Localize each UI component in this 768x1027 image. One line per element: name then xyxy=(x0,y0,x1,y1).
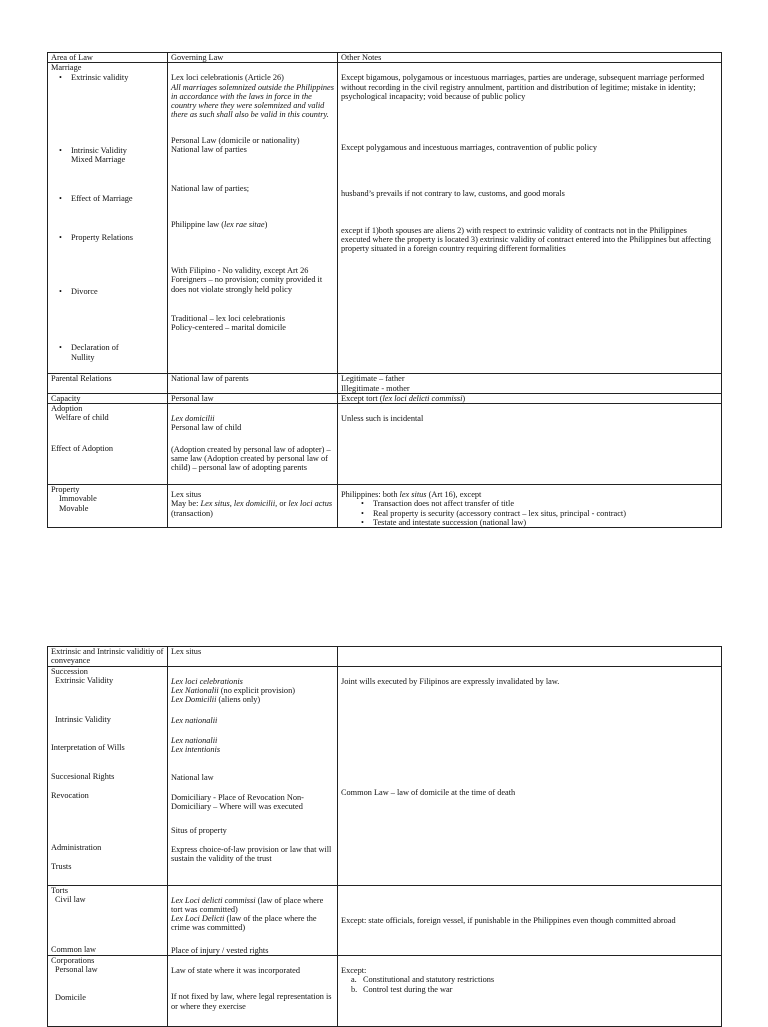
intrinsic-law-1: Personal Law (domicile or nationality) xyxy=(171,135,300,145)
trusts-law: Express choice-of-law provision or law that will sustain the validity of the trust xyxy=(171,844,332,863)
corporations-domicile-law: If not fixed by law, where legal representation is or where they exercise xyxy=(171,992,332,1011)
succession-notes-cell xyxy=(338,666,722,885)
civil-law-label: Civil law xyxy=(55,894,86,904)
common-law-label: Common law xyxy=(51,945,96,955)
effect-of-marriage-label: • Effect of Marriage xyxy=(51,194,164,203)
property-row xyxy=(48,485,722,528)
successional-rights-law: National law xyxy=(171,773,214,783)
header-other-notes: Other Notes xyxy=(338,53,722,63)
corporations-governing-cell xyxy=(168,956,338,1027)
corporations-personal-law: Law of state where it was incorporated xyxy=(171,966,301,976)
torts-title: Torts xyxy=(51,885,68,895)
successional-rights-label: Succesional Rights xyxy=(51,771,115,781)
effect-notes: husband’s prevails if not contrary to law, customs, and good morals xyxy=(341,189,565,199)
succession-area-cell xyxy=(48,666,168,885)
property-governing-cell xyxy=(168,485,338,528)
property-area-cell xyxy=(48,485,168,528)
property-notes-cell xyxy=(338,485,722,528)
welfare-of-child-label: Welfare of child xyxy=(55,413,109,423)
torts-row xyxy=(48,885,722,955)
divorce-label: • Divorce xyxy=(51,287,164,296)
conveyance-label: Extrinsic and Intrinsic validitiy of conveyance xyxy=(48,647,168,667)
revocation-label: Revocation xyxy=(51,791,89,801)
interpretation-law-1: Lex nationalii xyxy=(171,735,218,745)
intrinsic-validity-label: • Intrinsic Validity xyxy=(51,146,164,155)
nullity-law-2: Policy-centered – marital domicile xyxy=(171,323,286,333)
conflict-of-laws-table-2 xyxy=(47,646,722,1027)
conveyance-law: Lex situs xyxy=(168,647,338,667)
succession-row xyxy=(48,666,722,885)
interpretation-label: Interpretation of Wills xyxy=(51,743,125,753)
marriage-area-cell xyxy=(48,63,168,374)
corporations-title: Corporations xyxy=(51,956,95,966)
succession-title: Succession xyxy=(51,666,88,676)
parental-notes-2: Illegitimate - mother xyxy=(341,383,410,393)
succession-intrinsic-label: Intrinsic Validity xyxy=(55,715,111,725)
conveyance-notes xyxy=(338,647,722,667)
corporations-personal-label: Personal law xyxy=(55,965,98,975)
parental-label: Parental Relations xyxy=(48,374,168,394)
marriage-notes-cell xyxy=(338,63,722,374)
extrinsic-law: Lex loci celebrationis (Article 26) xyxy=(171,73,284,83)
revocation-law: Domiciliary - Place of Revocation Non-Domiciliary – Where will was executed xyxy=(171,792,304,811)
table-header-row xyxy=(48,53,722,63)
succession-extrinsic-law-3: Lex Domicilii (aliens only) xyxy=(171,695,261,705)
conveyance-row xyxy=(48,647,722,667)
list-item: b. Control test during the war xyxy=(351,984,453,994)
property-relations-label: • Property Relations xyxy=(51,233,164,242)
trusts-label: Trusts xyxy=(51,861,72,871)
conflict-of-laws-table-1 xyxy=(47,52,722,528)
capacity-notes: Except tort (lex loci delicti commissi) xyxy=(338,393,722,403)
extrinsic-validity-label: • Extrinsic validity xyxy=(51,73,164,82)
torts-notes-cell xyxy=(338,885,722,955)
property-relations-notes: except if 1)both spouses are aliens 2) with respect to extrinsic validity of contracts not in the Philippines executed where the property is located 3) extrinsic validity of contract entered into the Philippines but affecting property situated in a foreign country requiring different formalities xyxy=(341,225,711,254)
list-item: a. Constitutional and statutory restrictions xyxy=(351,975,495,985)
corporations-notes-cell xyxy=(338,956,722,1027)
capacity-row xyxy=(48,393,722,403)
property-law-1: Lex situs xyxy=(171,490,202,500)
extrinsic-law-detail: All marriages solemnized outside the Philippines in accordance with the laws in force in the country where they were solemnized and valid there as such shall also be valid in this country. xyxy=(171,82,334,120)
corporations-row xyxy=(48,956,722,1027)
parental-law: National law of parents xyxy=(168,374,338,394)
administration-law: Situs of property xyxy=(171,826,227,836)
torts-area-cell xyxy=(48,885,168,955)
property-relations-law: Philippine law (lex rae sitae) xyxy=(171,219,268,229)
list-item: • Testate and intestate succession (national law) xyxy=(341,518,718,527)
divorce-law-2: Foreigners – no provision; comity provided it does not violate strongly held policy xyxy=(171,275,323,294)
civil-law-notes: Except: state officials, foreign vessel, if punishable in the Philippines even though committed abroad xyxy=(341,915,676,925)
header-area-of-law: Area of Law xyxy=(48,53,168,63)
torts-governing-cell xyxy=(168,885,338,955)
adoption-area-cell xyxy=(48,404,168,485)
divorce-law-1: With Filipino - No validity, except Art 26 xyxy=(171,265,309,275)
property-title: Property xyxy=(51,485,80,495)
administration-label: Administration xyxy=(51,843,102,853)
marriage-title: Marriage xyxy=(51,63,82,73)
marriage-row xyxy=(48,63,722,374)
succession-extrinsic-law-1: Lex loci celebrationis xyxy=(171,676,243,686)
interpretation-law-2: Lex intentionis xyxy=(171,745,221,755)
adoption-title: Adoption xyxy=(51,404,83,414)
corporations-notes-title: Except: xyxy=(341,966,367,976)
adoption-governing-cell xyxy=(168,404,338,485)
parental-row xyxy=(48,374,722,394)
capacity-law: Personal law xyxy=(168,393,338,403)
mixed-marriage-label: Mixed Marriage xyxy=(71,155,126,165)
welfare-law-1: Lex domicilii xyxy=(171,414,215,424)
intrinsic-notes: Except polygamous and incestuous marriages, contravention of public policy xyxy=(341,143,597,153)
succession-governing-cell xyxy=(168,666,338,885)
list-item: • Transaction does not affect transfer of title xyxy=(341,499,718,508)
parental-notes-cell xyxy=(338,374,722,394)
civil-law-law-1: Lex Loci delicti commissi (law of place where tort was committed) xyxy=(171,895,324,914)
immovable-label: Immovable xyxy=(59,494,97,504)
common-law-law: Place of injury / vested rights xyxy=(171,945,269,955)
revocation-notes: Common Law – law of domicile at the time of death xyxy=(341,787,516,797)
adoption-notes-cell xyxy=(338,404,722,485)
capacity-label: Capacity xyxy=(48,393,168,403)
property-notes: Philippines: both lex situs (Art 16), except xyxy=(341,490,482,500)
nullity-law-1: Traditional – lex loci celebrationis xyxy=(171,313,285,323)
header-governing-law: Governing Law xyxy=(168,53,338,63)
succession-extrinsic-label: Extrinsic Validity xyxy=(55,675,114,685)
parental-notes-1: Legitimate – father xyxy=(341,374,405,384)
extrinsic-notes: Except bigamous, polygamous or incestuous marriages, parties are underage, subsequent marriage performed without recording in the civil registry annulment, partition and distribution of legitime; mistake in identity; psychological incapacity; void because of public policy xyxy=(341,73,705,101)
effect-law: National law of parties; xyxy=(171,184,250,194)
effect-of-adoption-label: Effect of Adoption xyxy=(51,443,114,453)
intrinsic-law-2: National law of parties xyxy=(171,145,247,155)
succession-intrinsic-law: Lex nationalii xyxy=(171,716,218,726)
succession-extrinsic-law-2: Lex Nationalii (no explicit provision) xyxy=(171,685,295,695)
list-item: • Real property is security (accessory contract – lex situs, principal - contract) xyxy=(341,509,718,518)
welfare-notes: Unless such is incidental xyxy=(341,414,424,424)
property-law-2: May be: Lex situs, lex domicilii, or lex loci actus (transaction) xyxy=(171,499,333,518)
movable-label: Movable xyxy=(59,503,89,513)
effect-of-adoption-law: (Adoption created by personal law of adopter) – same law (Adoption created by personal law of child) – personal law of adopting parents xyxy=(171,444,331,473)
declaration-of-nullity-label: • Declaration of Nullity xyxy=(51,343,141,362)
adoption-row xyxy=(48,404,722,485)
succession-extrinsic-notes: Joint wills executed by Filipinos are expressly invalidated by law. xyxy=(341,676,560,686)
welfare-law-2: Personal law of child xyxy=(171,423,242,433)
corporations-area-cell xyxy=(48,956,168,1027)
corporations-domicile-label: Domicile xyxy=(55,992,86,1002)
civil-law-law-2: Lex Loci Delicti (law of the place where the crime was committed) xyxy=(171,914,317,933)
marriage-governing-cell xyxy=(168,63,338,374)
